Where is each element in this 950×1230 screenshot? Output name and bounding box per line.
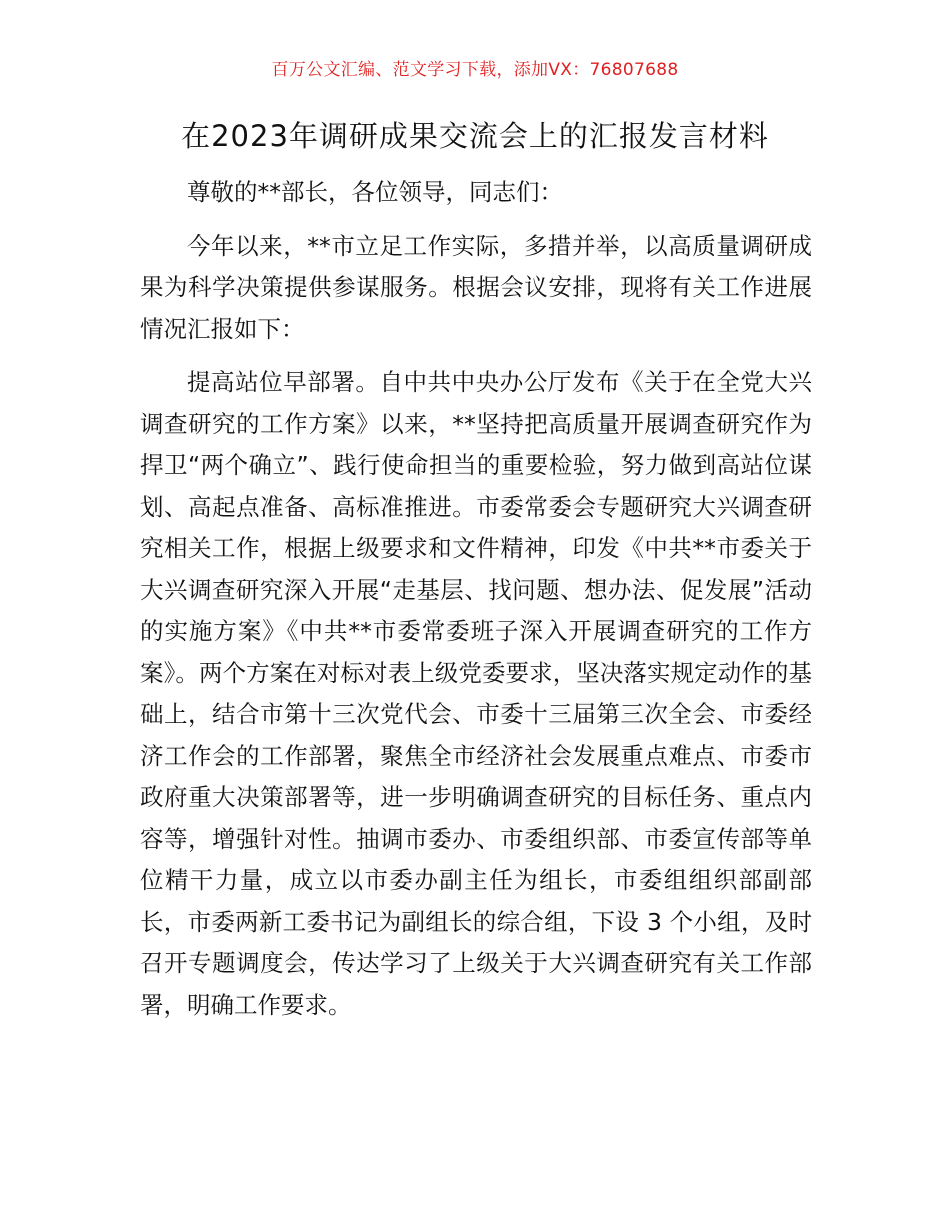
paragraph-deployment: 提高站位早部署。自中共中央办公厅发布《关于在全党大兴调查研究的工作方案》以来，**坚持把高质量开展调查研究作为捍卫“两个确立”、践行使命担当的重要检验，努力做到高站位谋划、高起点准备、高标准推进。市委常委会专题研究大兴调查研究相关工作，根据上级要求和文件精神，印发《中共**市委关于大兴调查研究深入开展“走基层、找问题、想办法、促发展”活动的实施方案》《中共**市委常委班子深入开展调查研究的工作方案》。两个方案在对标对表上级党委要求，坚决落实规定动作的基础上，结合市第十三次党代会、市委十三届第三次全会、市委经济工作会的工作部署，聚焦全市经济社会发展重点难点、市委市政府重大决策部署等，进一步明确调查研究的目标任务、重点内容等，增强针对性。抽调市委办、市委组织部、市委宣传部等单位精干力量，成立以市委办副主任为组长，市委组组织部副部长，市委两新工委书记为副组长的综合组，下设 3 个小组，及时召开专题调度会，传达学习了上级关于大兴调查研究有关工作部署，明确工作要求。 xyxy=(140,368,812,1019)
watermark-header: 百万公文汇编、范文学习下载，添加VX：76807688 xyxy=(271,60,679,80)
paragraph-intro: 今年以来，**市立足工作实际，多措并举，以高质量调研成果为科学决策提供参谋服务。根据会议安排，现将有关工作进展情况汇报如下： xyxy=(140,231,812,343)
document-title: 在2023年调研成果交流会上的汇报发言材料 xyxy=(181,119,769,153)
document-body xyxy=(140,172,812,1026)
salutation: 尊敬的**部长，各位领导，同志们： xyxy=(187,178,563,206)
